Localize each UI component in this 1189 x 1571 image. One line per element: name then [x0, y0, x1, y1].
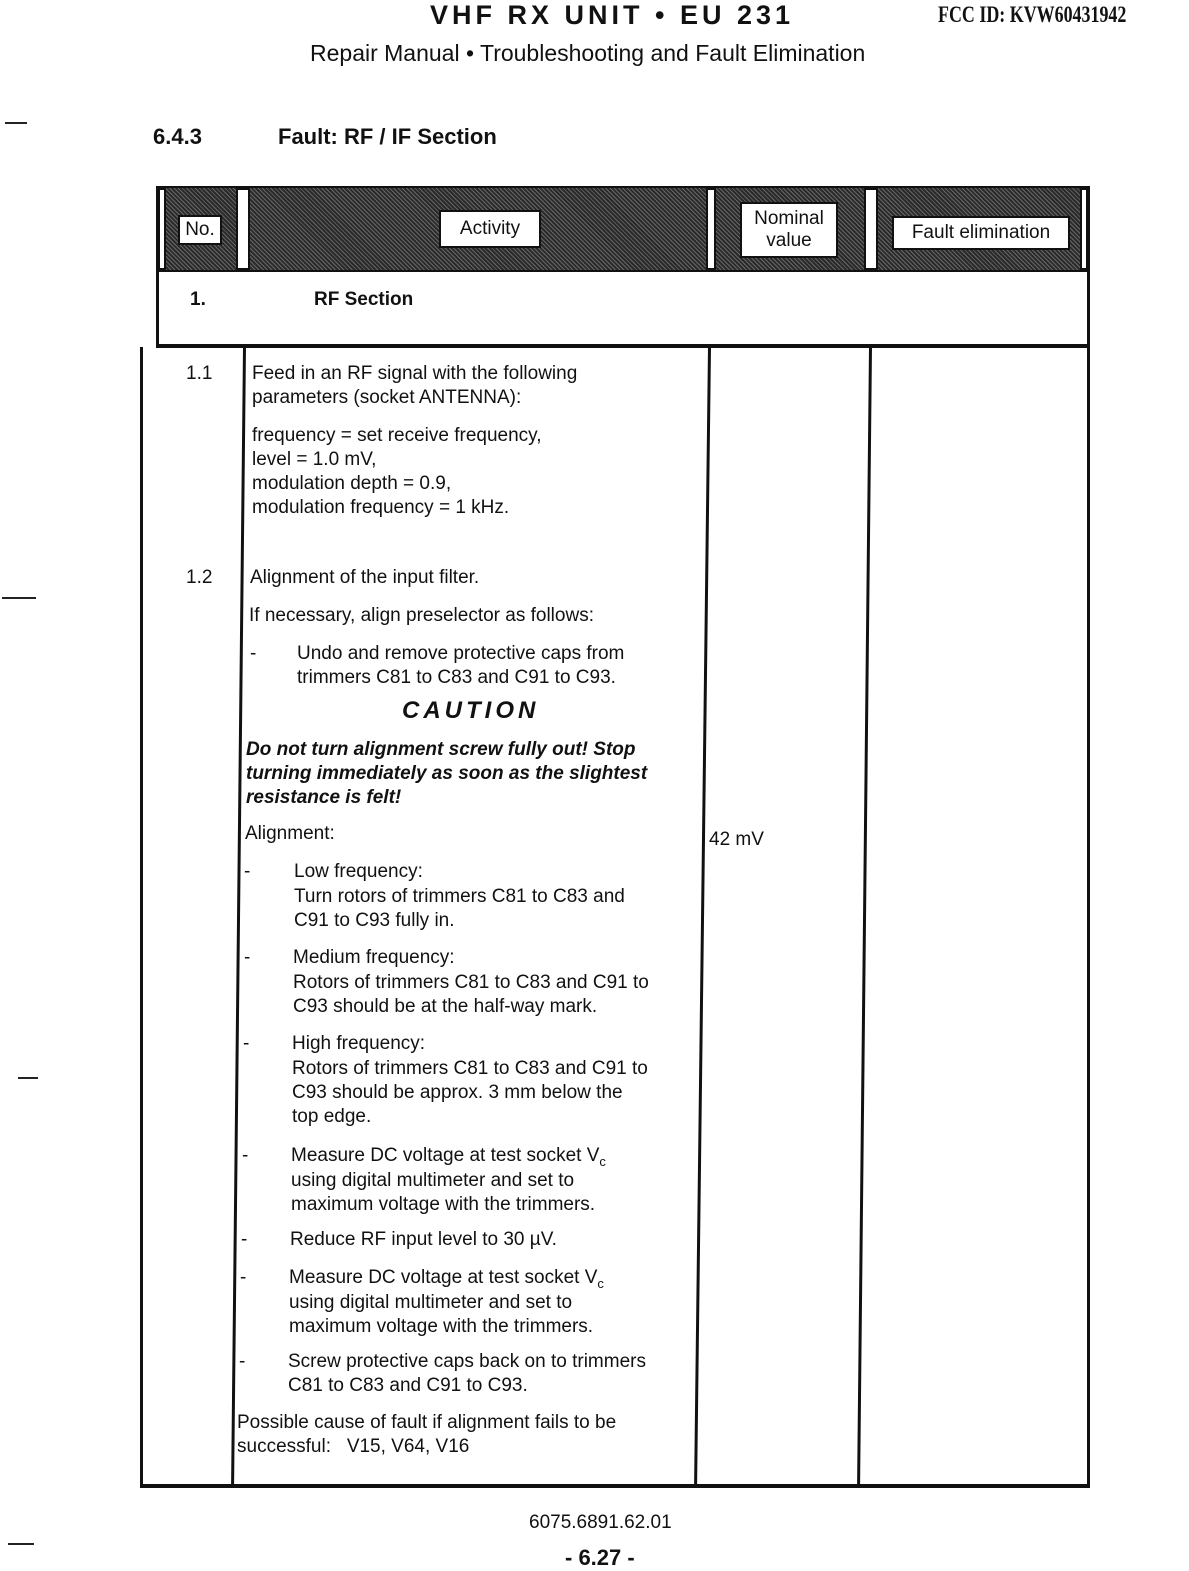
bullet-text: C91 to C93 fully in.	[294, 910, 455, 931]
bullet-title: High frequency:	[292, 1033, 426, 1054]
header-nominal-line2: value	[766, 230, 812, 251]
activity-text: Feed in an RF signal with the following	[252, 363, 578, 384]
troubleshooting-table	[140, 182, 1090, 1488]
scan-mark	[5, 122, 27, 124]
activity-param: modulation depth = 0.9,	[252, 473, 452, 494]
fault-cause-text: successful: V15, V64, V16	[237, 1436, 470, 1457]
scan-mark	[18, 1077, 38, 1079]
bullet-dash: -	[250, 643, 257, 664]
row-number: 1.	[190, 289, 206, 310]
subscript-c: c	[599, 1153, 606, 1169]
activity-param: level = 1.0 mV,	[252, 449, 377, 470]
bullet-text: Turn rotors of trimmers C81 to C83 and	[294, 886, 625, 907]
measure-text: Measure DC voltage at test socket V	[289, 1267, 598, 1288]
header-cell-activity	[248, 186, 708, 272]
row-title: RF Section	[314, 289, 414, 310]
header-fault: Fault elimination	[892, 216, 1070, 250]
row-number: 1.1	[186, 363, 213, 384]
activity-text: Alignment of the input filter.	[250, 567, 480, 588]
fault-cause-text: Possible cause of fault if alignment fails to be	[237, 1412, 617, 1433]
bullet-text: Rotors of trimmers C81 to C83 and C91 to	[292, 1058, 648, 1079]
caution-text: turning immediately as soon as the slightest	[246, 763, 648, 784]
caution-text: Do not turn alignment screw fully out! Stop	[246, 739, 636, 760]
bullet-dash: -	[243, 1033, 250, 1054]
bullet-text: Undo and remove protective caps from	[297, 643, 625, 664]
bullet-text: C93 should be at the half-way mark.	[293, 996, 598, 1017]
page-number: - 6.27 -	[565, 1545, 635, 1570]
activity-param: frequency = set receive frequency,	[252, 425, 542, 446]
nominal-value: 42 mV	[709, 829, 764, 850]
section-number: 6.4.3	[153, 124, 202, 149]
bullet-title: Medium frequency:	[293, 947, 455, 968]
bullet-dash: -	[241, 1229, 248, 1250]
table-border-bottom	[140, 1484, 1090, 1488]
scan-mark	[2, 597, 36, 599]
scan-mark	[8, 1543, 34, 1545]
bullet-text: using digital multimeter and set to	[289, 1292, 573, 1313]
bullet-dash: -	[239, 1351, 246, 1372]
bullet-text: Screw protective caps back on to trimmers	[288, 1351, 646, 1372]
subscript-c: c	[597, 1275, 604, 1291]
document-title: VHF RX UNIT • EU 231	[430, 0, 795, 30]
bullet-text: C81 to C83 and C91 to C93.	[288, 1375, 528, 1396]
activity-param: modulation frequency = 1 kHz.	[252, 497, 510, 518]
header-nominal	[740, 202, 838, 258]
header-activity: Activity	[439, 210, 541, 248]
alignment-label: Alignment:	[245, 823, 335, 844]
bullet-dash: -	[240, 1267, 247, 1288]
table-row-rf-section	[156, 272, 1090, 348]
measure-text: Measure DC voltage at test socket V	[291, 1145, 600, 1166]
document-subtitle: Repair Manual • Troubleshooting and Fault Elimination	[310, 40, 866, 66]
activity-text: If necessary, align preselector as follows:	[249, 605, 594, 626]
header-cell-nominal	[714, 186, 866, 272]
document-code: 6075.6891.62.01	[529, 1512, 672, 1533]
bullet-text: C93 should be approx. 3 mm below the	[292, 1082, 623, 1103]
table-border-left	[140, 347, 143, 1487]
header-cell-no	[164, 186, 238, 272]
bullet-text: top edge.	[292, 1106, 372, 1127]
activity-text: parameters (socket ANTENNA):	[252, 387, 522, 408]
header-cell-fault	[876, 186, 1082, 272]
bullet-text: Reduce RF input level to 30 µV.	[290, 1229, 557, 1250]
caution-heading: CAUTION	[402, 697, 540, 724]
bullet-text: Rotors of trimmers C81 to C83 and C91 to	[293, 972, 649, 993]
bullet-text: maximum voltage with the trimmers.	[291, 1194, 596, 1215]
caution-text: resistance is felt!	[246, 787, 402, 808]
bullet-text: using digital multimeter and set to	[291, 1170, 575, 1191]
bullet-text: maximum voltage with the trimmers.	[289, 1316, 594, 1337]
row-number: 1.2	[186, 567, 213, 588]
column-divider-no	[231, 347, 249, 1487]
column-divider-nominal	[857, 347, 872, 1487]
header-no: No.	[178, 215, 222, 245]
column-divider-activity	[694, 347, 711, 1487]
bullet-text: trimmers C81 to C83 and C91 to C93.	[297, 667, 616, 688]
header-nominal-line1: Nominal	[754, 208, 824, 230]
bullet-dash: -	[242, 1145, 249, 1166]
section-title: Fault: RF / IF Section	[278, 124, 497, 149]
fcc-id: FCC ID: KVW60431942	[938, 2, 1127, 27]
bullet-title: Low frequency:	[294, 861, 423, 882]
table-border-right	[1087, 347, 1090, 1487]
bullet-dash: -	[244, 947, 251, 968]
bullet-dash: -	[244, 861, 251, 882]
